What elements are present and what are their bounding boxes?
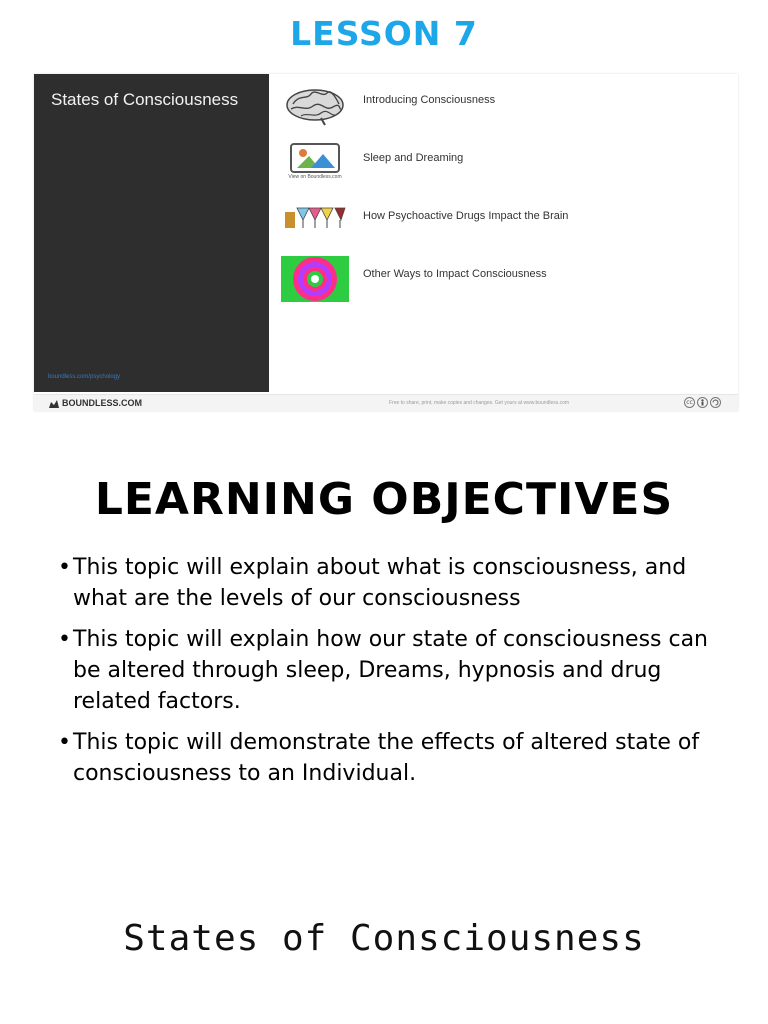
slide-panel-link[interactable]: boundless.com/psychology: [48, 374, 121, 380]
boundless-logo-icon: [48, 399, 58, 408]
image-placeholder-icon: [281, 140, 349, 186]
slide-item-label: How Psychoactive Drugs Impact the Brain: [363, 210, 569, 222]
bullet: •: [58, 555, 71, 580]
slide-item-other-ways[interactable]: [281, 256, 721, 304]
brain-icon: [281, 82, 349, 128]
objective-text: This topic will explain about what is consciousness, and what are the levels of our consciousness: [73, 555, 687, 611]
slide-embed: [34, 74, 738, 411]
cc-license-icons: [684, 397, 721, 408]
list-item: [58, 552, 738, 614]
drinks-icon: [281, 198, 349, 244]
concentric-circles-icon: [281, 256, 349, 302]
slide-footer: [34, 394, 738, 412]
slide-item-drugs[interactable]: [281, 198, 721, 246]
boundless-logo-text: BOUNDLESS.COM: [62, 398, 143, 408]
thumb-caption: View on Boundless.com: [288, 174, 342, 180]
footer-title: States of Consciousness: [123, 918, 645, 959]
cc-icon: cc: [684, 397, 695, 408]
license-text: Free to share, print, make copies and changes. Get yours at www.boundless.com: [389, 400, 570, 406]
slide-item-label: Sleep and Dreaming: [363, 152, 464, 164]
boundless-logo: [48, 398, 142, 408]
objectives-list: [58, 552, 738, 799]
bullet: •: [58, 627, 71, 652]
slide-item-sleep[interactable]: [281, 140, 721, 188]
slide-item-label: Other Ways to Impact Consciousness: [363, 268, 547, 280]
cc-sa-icon: [710, 397, 721, 408]
list-item: [58, 624, 738, 717]
cc-by-icon: [697, 397, 708, 408]
slide-side-panel: [34, 74, 269, 392]
objective-text: This topic will demonstrate the effects of altered state of consciousness to an Individual.: [73, 730, 700, 786]
slide-panel-title: States of Consciousness: [51, 90, 239, 109]
slide-item-introducing[interactable]: [281, 82, 721, 130]
objective-text: This topic will explain how our state of consciousness can be altered through sleep, Dreams, hypnosis and drug related factors.: [73, 627, 709, 714]
objectives-title: LEARNING OBJECTIVES: [94, 474, 674, 525]
slide-item-label: Introducing Consciousness: [363, 94, 496, 106]
lesson-title: LESSON 7: [290, 14, 478, 53]
bullet: •: [58, 730, 71, 755]
list-item: [58, 727, 738, 789]
